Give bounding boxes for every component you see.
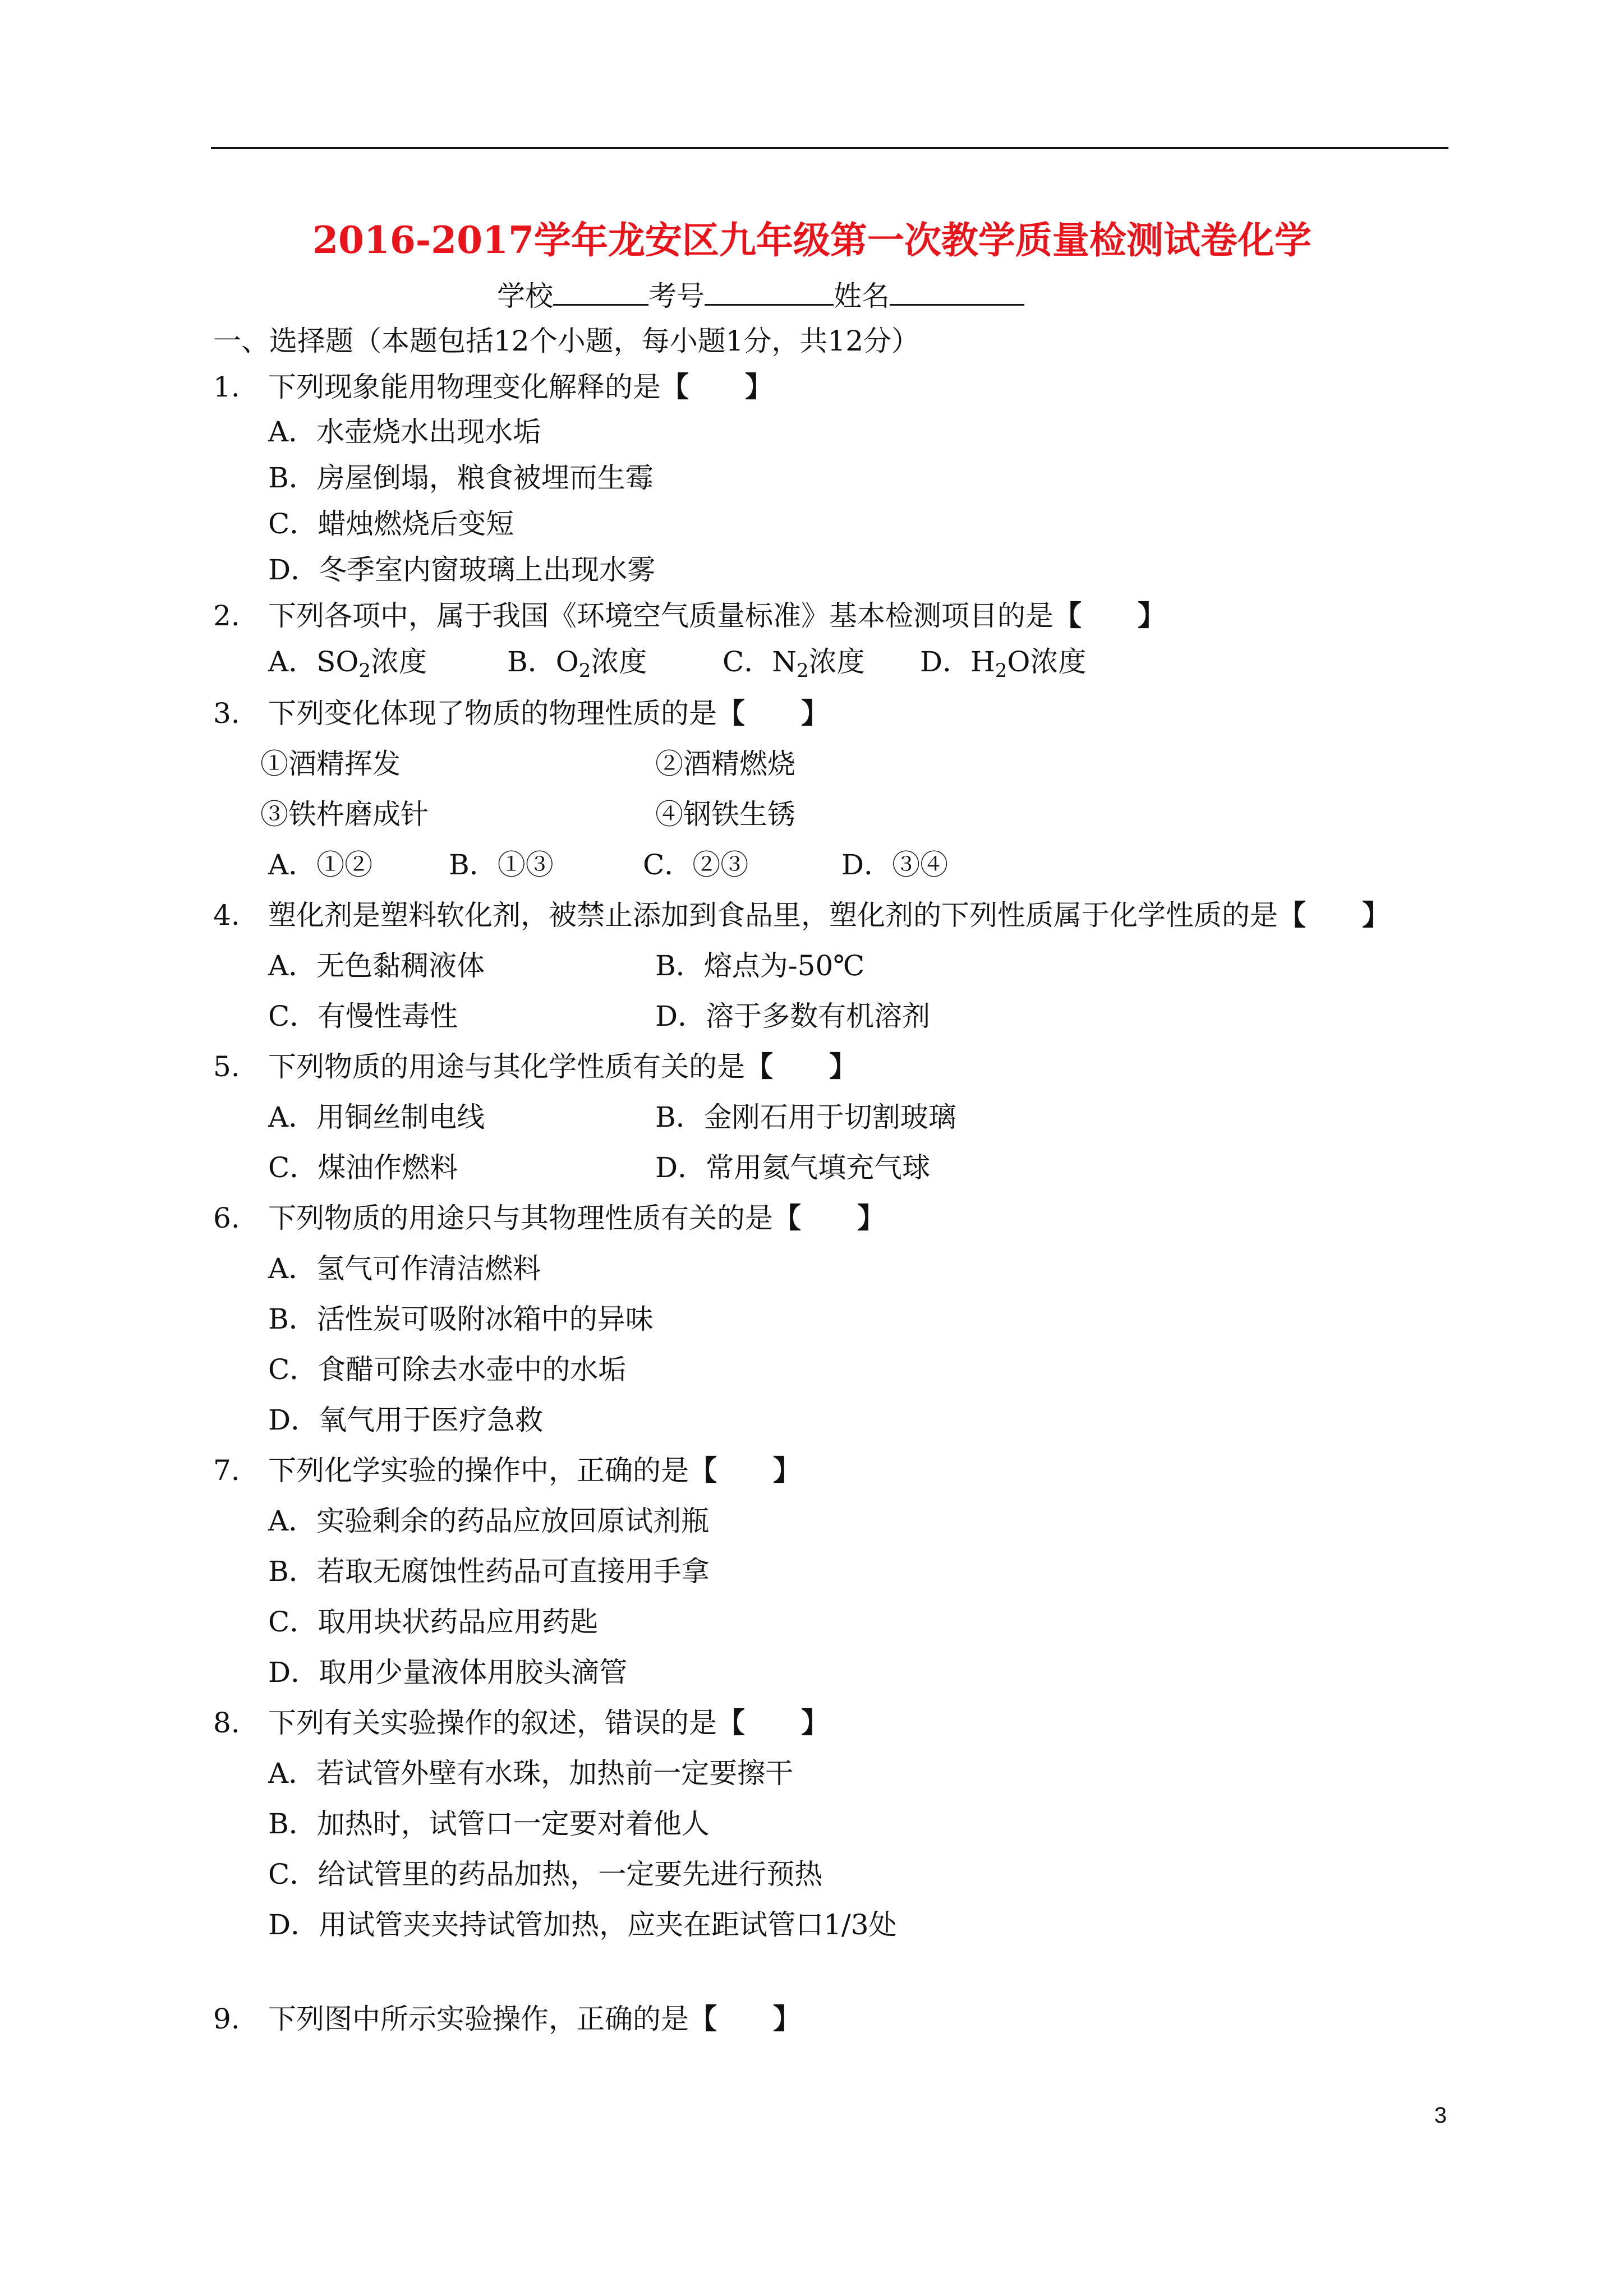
question-3-number: 3. xyxy=(213,697,240,730)
q6-option-a: A．氢气可作清洁燃料 xyxy=(268,1252,541,1285)
page-number: 3 xyxy=(1434,2103,1447,2128)
answer-bracket[interactable]: 【 】 xyxy=(745,1050,857,1083)
question-stem: 下列化学实验的操作中，正确的是 xyxy=(268,1454,689,1487)
question-7-stem xyxy=(268,1448,801,1493)
q3-option-c: C．②③ xyxy=(643,849,749,881)
question-5-stem xyxy=(268,1044,857,1089)
question-stem: 下列有关实验操作的叙述，错误的是 xyxy=(268,1707,717,1739)
answer-bracket[interactable]: 【 】 xyxy=(689,2002,801,2035)
page-title: 2016-2017学年龙安区九年级第一次教学质量检测试卷化学 xyxy=(312,218,1312,262)
answer-bracket[interactable]: 【 】 xyxy=(773,1201,885,1234)
q2-option-d: D．$H_2O$浓度 xyxy=(920,646,1087,682)
question-stem: 下列物质的用途只与其物理性质有关的是 xyxy=(268,1202,773,1234)
answer-bracket[interactable]: 【 】 xyxy=(1278,898,1390,932)
question-stem: 下列现象能用物理变化解释的是 xyxy=(268,371,661,403)
q1-option-b: B．房屋倒塌，粮食被埋而生霉 xyxy=(268,462,654,494)
answer-bracket[interactable]: 【 】 xyxy=(1053,599,1166,632)
question-5-number: 5. xyxy=(213,1050,240,1083)
q4-option-b: B．熔点为-50℃ xyxy=(655,949,865,982)
top-rule xyxy=(211,147,1448,149)
question-8-stem xyxy=(268,1700,829,1745)
question-number: 1. xyxy=(213,371,240,403)
question-1 xyxy=(213,365,240,409)
q5-option-c: C．煤油作燃料 xyxy=(268,1151,458,1184)
student-info-line xyxy=(497,274,1024,319)
q3-item-1: ①酒精挥发 xyxy=(260,748,401,780)
question-stem: 下列图中所示实验操作，正确的是 xyxy=(268,2003,689,2035)
q1-option-c: C．蜡烛燃烧后变短 xyxy=(268,508,514,540)
question-7-number: 7. xyxy=(213,1454,240,1487)
question-6-stem xyxy=(268,1196,885,1241)
q2-option-a: A．$SO_2$浓度 xyxy=(268,646,427,682)
name-field[interactable] xyxy=(890,278,1024,306)
question-1-stem xyxy=(268,365,773,409)
q8-option-c: C．给试管里的药品加热，一定要先进行预热 xyxy=(268,1858,823,1891)
q3-option-b: B．①③ xyxy=(449,849,554,881)
answer-bracket[interactable]: 【 】 xyxy=(717,1706,829,1739)
school-field[interactable] xyxy=(553,278,648,306)
q8-option-b: B．加热时，试管口一定要对着他人 xyxy=(268,1808,710,1840)
q7-option-c: C．取用块状药品应用药匙 xyxy=(268,1606,599,1638)
question-stem: 下列变化体现了物质的物理性质的是 xyxy=(268,697,717,730)
exam-no-label: 考号 xyxy=(648,280,705,312)
name-label: 姓名 xyxy=(834,280,890,312)
question-2-stem xyxy=(268,593,1166,638)
q4-option-d: D．溶于多数有机溶剂 xyxy=(655,1000,931,1032)
q1-option-a: A．水壶烧水出现水垢 xyxy=(268,416,541,448)
question-2-number: 2. xyxy=(213,600,240,632)
q3-item-4: ④钢铁生锈 xyxy=(655,798,795,831)
q7-option-a: A．实验剩余的药品应放回原试剂瓶 xyxy=(268,1505,710,1537)
q7-option-b: B．若取无腐蚀性药品可直接用手拿 xyxy=(268,1555,710,1588)
q2-option-c: C．$N_2$浓度 xyxy=(723,646,865,682)
question-4-stem xyxy=(268,893,1390,938)
q3-item-3: ③铁杵磨成针 xyxy=(260,798,429,831)
question-8-number: 8. xyxy=(213,1707,240,1739)
q7-option-d: D．取用少量液体用胶头滴管 xyxy=(268,1656,628,1689)
q4-option-c: C．有慢性毒性 xyxy=(268,1000,458,1032)
q6-option-d: D．氧气用于医疗急救 xyxy=(268,1404,544,1436)
answer-bracket[interactable]: 【 】 xyxy=(717,697,829,730)
question-3-stem xyxy=(268,691,829,736)
school-label: 学校 xyxy=(497,280,553,312)
q3-option-a: A．①② xyxy=(268,849,373,881)
question-9-stem xyxy=(268,1997,801,2041)
q8-option-a: A．若试管外壁有水珠，加热前一定要擦干 xyxy=(268,1757,794,1790)
exam-no-field[interactable] xyxy=(705,278,834,306)
question-9-number: 9. xyxy=(213,2003,240,2035)
q8-option-d: D．用试管夹夹持试管加热，应夹在距试管口1/3处 xyxy=(268,1908,897,1941)
q5-option-a: A．用铜丝制电线 xyxy=(268,1101,485,1133)
q6-option-b: B．活性炭可吸附冰箱中的异味 xyxy=(268,1303,654,1335)
q4-option-a: A．无色黏稠液体 xyxy=(268,949,485,982)
answer-bracket[interactable]: 【 】 xyxy=(689,1454,801,1487)
question-4-number: 4. xyxy=(213,899,240,932)
q1-option-d: D．冬季室内窗玻璃上出现水雾 xyxy=(268,554,656,586)
q3-option-d: D．③④ xyxy=(841,849,949,881)
q5-option-b: B．金刚石用于切割玻璃 xyxy=(655,1101,956,1133)
section-heading: 一、选择题（本题包括12个小题，每小题1分，共12分） xyxy=(213,325,920,357)
question-stem: 塑化剂是塑料软化剂，被禁止添加到食品里，塑化剂的下列性质属于化学性质的是 xyxy=(268,899,1278,932)
answer-bracket[interactable]: 【 】 xyxy=(661,370,773,403)
question-stem: 下列物质的用途与其化学性质有关的是 xyxy=(268,1050,745,1083)
q2-option-b: B．$O_2$浓度 xyxy=(507,646,647,682)
q6-option-c: C．食醋可除去水壶中的水垢 xyxy=(268,1353,627,1386)
question-6-number: 6. xyxy=(213,1202,240,1234)
question-stem: 下列各项中，属于我国《环境空气质量标准》基本检测项目的是 xyxy=(268,600,1053,632)
q5-option-d: D．常用氦气填充气球 xyxy=(655,1151,931,1184)
q3-item-2: ②酒精燃烧 xyxy=(655,748,795,780)
